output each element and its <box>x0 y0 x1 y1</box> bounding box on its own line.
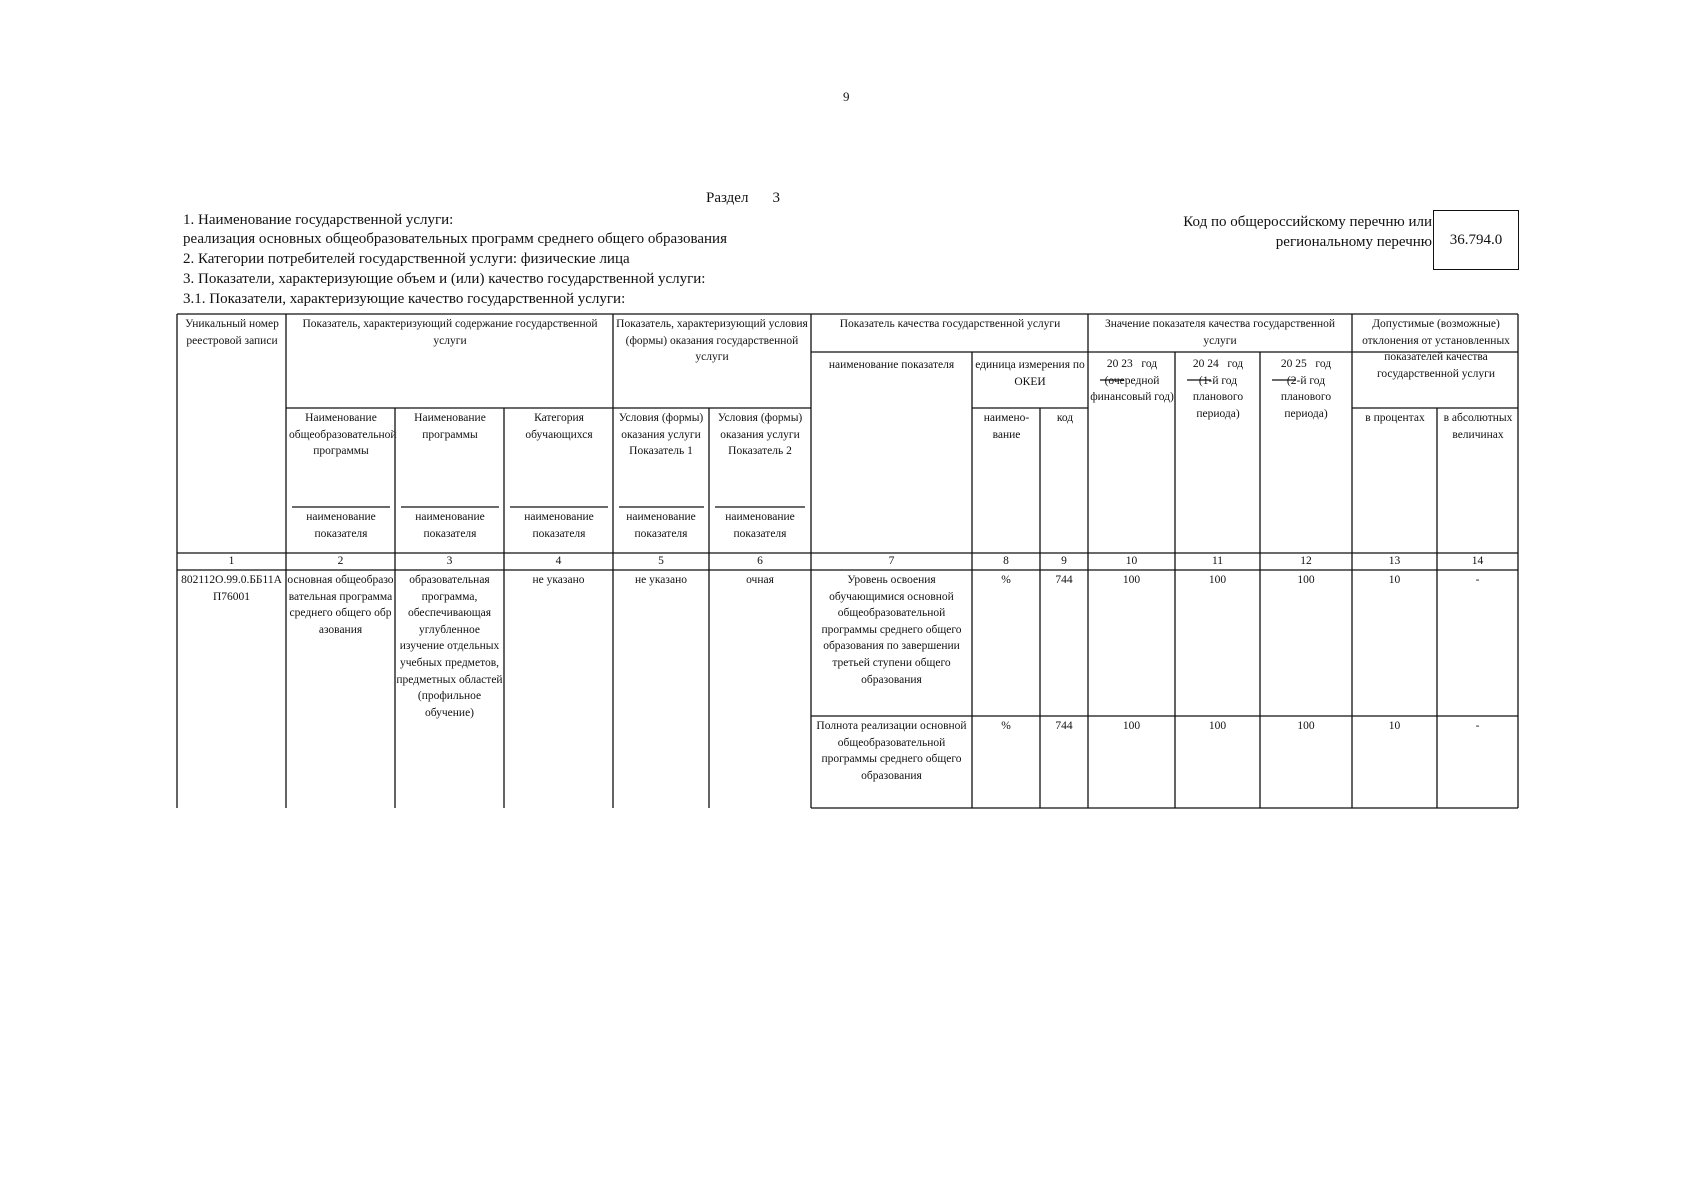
indicator-name-label: наименование показателя <box>306 511 376 540</box>
column-number: 13 <box>1388 555 1401 567</box>
column-number: 7 <box>888 555 895 567</box>
year-1-value: 20 23 <box>1106 358 1133 370</box>
registry-code-value: 36.794.0 <box>1449 231 1503 248</box>
indicator-deviation-absolute: - <box>1475 720 1480 732</box>
row-program-name: основная общеобразовательная программа среднего общего образования <box>287 574 394 636</box>
indicator-name: Уровень освоения обучающимися основной общеобразовательной программы среднего общего образования по завершении третьей ступени общего образования <box>821 574 962 686</box>
subheader-absolute: в абсолютных величинах <box>1443 412 1513 441</box>
indicator-value-1: 100 <box>1122 574 1141 586</box>
column-number: 6 <box>757 555 763 567</box>
year-1-note: (очередной финансовый год) <box>1090 374 1174 404</box>
year-1-god: год <box>1141 358 1158 370</box>
registry-code-label: Код по общероссийскому перечню или региональному перечню <box>1183 214 1432 250</box>
subheader-programs: Наименование программы <box>414 412 486 441</box>
quality-indicators-heading: 3.1. Показатели, характеризующие качество государственной услуги: <box>183 291 626 307</box>
header-conditions-indicator: Показатель, характеризующий условия (формы) оказания государственной услуги <box>616 318 808 364</box>
column-number: 10 <box>1125 555 1138 567</box>
header-year-2 <box>1177 356 1259 422</box>
subheader-unit-code: код <box>1056 412 1074 424</box>
year-2-god: год <box>1227 358 1244 370</box>
subheader-program-name: Наименование общеобразовательной программы <box>289 412 397 458</box>
service-name-value: реализация основных общеобразовательных программ среднего общего образования <box>183 231 727 247</box>
indicator-name-label: наименование показателя <box>626 511 696 540</box>
column-number: 3 <box>446 555 453 567</box>
page-number: 9 <box>843 89 850 104</box>
header-unit-okei: единица измерения по ОКЕИ <box>975 359 1085 388</box>
header-quality-values: Значение показателя качества государственной услуги <box>1104 318 1336 347</box>
column-number: 2 <box>337 555 344 567</box>
header-year-3 <box>1262 356 1350 422</box>
subheader-category: Категория обучающихся <box>525 412 593 441</box>
indicator-deviation-absolute: - <box>1475 574 1480 586</box>
section-number: 3 <box>772 190 780 206</box>
row-programs: образовательная программа, обеспечивающая углубленное изучение отдельных учебных предметов, предметных областей (профильное обучение) <box>396 574 503 719</box>
row-condition-1: не указано <box>635 574 687 586</box>
column-number: 1 <box>228 555 235 567</box>
year-2-note: (1-й год планового периода) <box>1192 374 1244 420</box>
service-name-label: 1. Наименование государственной услуги: <box>183 212 454 228</box>
subheader-unit-name: наимено-вание <box>983 412 1030 441</box>
column-number: 4 <box>555 555 562 567</box>
indicator-unit: % <box>1001 574 1011 586</box>
header-deviation: Допустимые (возможные) отклонения от установленных показателей качества государственной услуги <box>1362 318 1510 380</box>
column-number: 12 <box>1300 555 1312 567</box>
indicator-deviation-percent: 10 <box>1388 574 1401 586</box>
year-3-value: 20 25 <box>1280 358 1307 370</box>
row-category: не указано <box>532 574 585 586</box>
section-label: Раздел <box>706 190 749 206</box>
consumer-categories: 2. Категории потребителей государственной услуги: физические лица <box>183 251 630 267</box>
indicator-value-3: 100 <box>1297 720 1315 732</box>
year-3-note: (2-й год планового периода) <box>1280 374 1332 420</box>
indicator-value-2: 100 <box>1208 574 1227 586</box>
year-2-value: 20 24 <box>1192 358 1219 370</box>
indicator-value-2: 100 <box>1208 720 1227 732</box>
indicator-value-3: 100 <box>1297 574 1315 586</box>
header-indicator-name: наименование показателя <box>828 359 955 371</box>
indicator-unit: % <box>1001 720 1011 732</box>
subheader-condition-2: Условия (формы) оказания услуги Показатель 2 <box>717 412 803 458</box>
indicator-unit-code: 744 <box>1055 574 1073 586</box>
column-number: 14 <box>1471 555 1484 567</box>
column-number: 9 <box>1061 555 1067 567</box>
row-condition-2: очная <box>746 574 774 586</box>
indicator-unit-code: 744 <box>1055 720 1073 732</box>
indicator-name-label: наименование показателя <box>524 511 594 540</box>
indicators-heading: 3. Показатели, характеризующие объем и (или) качество государственной услуги: <box>183 271 706 287</box>
indicator-name-label: наименование показателя <box>415 511 485 540</box>
indicator-name-label: наименование показателя <box>725 511 795 540</box>
subheader-percent: в процентах <box>1365 412 1425 424</box>
row-unique-number: 802112О.99.0.ББ11АП76001 <box>181 574 282 603</box>
column-number: 5 <box>658 555 664 567</box>
header-unique-number: Уникальный номер реестровой записи <box>185 318 279 347</box>
indicator-name: Полнота реализации основной общеобразовательной программы среднего общего образования <box>816 720 967 782</box>
column-number: 8 <box>1003 555 1009 567</box>
header-content-indicator: Показатель, характеризующий содержание государственной услуги <box>302 318 598 347</box>
subheader-condition-1: Условия (формы) оказания услуги Показатель 1 <box>618 412 704 458</box>
header-quality-indicator: Показатель качества государственной услуги <box>839 318 1061 330</box>
column-number: 11 <box>1211 555 1224 567</box>
header-year-1 <box>1090 356 1174 406</box>
year-3-god: год <box>1315 358 1332 370</box>
indicator-value-1: 100 <box>1122 720 1141 732</box>
indicator-deviation-percent: 10 <box>1388 720 1401 732</box>
